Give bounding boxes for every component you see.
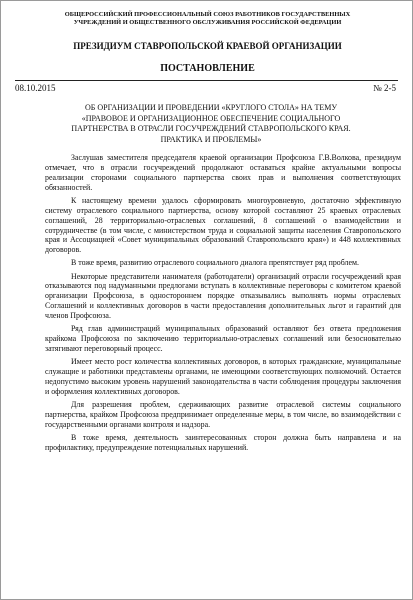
org-line-1: ОБЩЕРОССИЙСКИЙ ПРОФЕССИОНАЛЬНЫЙ СОЮЗ РАБОТНИКОВ ГОСУДАРСТВЕННЫХ xyxy=(64,11,351,18)
subject-line-3: ПАРТНЕРСТВА В ОТРАСЛИ ГОСУЧРЕЖДЕНИЙ СТАВРОПОЛЬСКОГО КРАЯ. xyxy=(71,124,351,134)
body-paragraph-5: Ряд глав администраций муниципальных образований оставляют без ответа предложения крайкома Профсоюза по заключению территориально-отраслевых соглашений или безосновательно затягивают переговорный процесс. xyxy=(45,324,401,354)
body-paragraph-4: Некоторые представители нанимателя (работодатели) организаций отрасли госучреждений края отказываются под надуманными предлогами вступать в коллективные переговоры с комитетом краевой организации Профсоюза, в одностороннем порядке отказывались выполнять нормы отраслевых Соглашений и коллективных договоров в части предоставления дополнительных льгот и гарантий для членов Профсоюза. xyxy=(45,271,401,321)
header-divider xyxy=(15,80,398,81)
body-paragraph-1: Заслушав заместителя председателя краевой организации Профсоюза Г.В.Волкова, президиум отмечает, что в отрасли госучреждений продолжают оставаться крайне актуальными вопросы реализации сторонами социального партнерства своих прав и выполнения соответствующих обязанностей. xyxy=(45,153,401,192)
document-body xyxy=(45,153,401,456)
body-paragraph-8: В тоже время, деятельность заинтересованных сторон должна быть направлена и на профилактику, предупреждение потенциальных нарушений. xyxy=(45,432,401,452)
subject-line-2: «ПРАВОВОЕ И ОРГАНИЗАЦИОННОЕ ОБЕСПЕЧЕНИЕ СОЦИАЛЬНОГО xyxy=(81,113,341,123)
document-date: 08.10.2015 xyxy=(15,83,56,93)
presidium-title: ПРЕЗИДИУМ СТАВРОПОЛЬСКОЙ КРАЕВОЙ ОРГАНИЗАЦИИ xyxy=(73,41,342,51)
body-paragraph-6: Имеет место рост количества коллективных договоров, в которых гражданские, муниципальные служащие и работники представлены органами, не имеющими соответствующих полномочий. Остается недопустимо высоким уровень нарушений законодательства в части соблюдения процедуры заключения и оформления коллективных договоров. xyxy=(45,357,401,396)
subject-line-1: ОБ ОРГАНИЗАЦИИ И ПРОВЕДЕНИИ «КРУГЛОГО СТОЛА» НА ТЕМУ xyxy=(84,103,338,112)
org-line-2: УЧРЕЖДЕНИЙ И ОБЩЕСТВЕННОГО ОБСЛУЖИВАНИЯ РОССИЙСКОЙ ФЕДЕРАЦИИ xyxy=(73,19,342,26)
organization-name xyxy=(41,11,374,27)
subject-line-4: ПРАКТИКА И ПРОБЛЕМЫ» xyxy=(160,134,262,144)
body-paragraph-7: Для разрешения проблем, сдерживающих развитие отраслевой системы социального партнерства, крайком Профсоюза предпринимает определенные меры, в том числе, во взаимодействии с государственными органами контроля и надзора. xyxy=(45,399,401,429)
body-paragraph-2: К настоящему времени удалось сформировать многоуровневую, достаточно эффективную систему отраслевого социального партнерства, основу которой составляют 25 краевых отраслевых соглашений, 28 территориально-отраслевых соглашений, 8 соглашений о взаимодействии и сотрудничестве (в том числе, с министерством труда и социальной защиты населения Ставропольского края и Ассоциацией «Совет муниципальных образований Ставропольского края») и 448 коллективных договоров. xyxy=(45,195,401,255)
document-number: № 2-5 xyxy=(373,83,396,93)
document-subject xyxy=(41,103,381,145)
document-type: ПОСТАНОВЛЕНИЕ xyxy=(160,63,255,74)
body-paragraph-3: В тоже время, развитию отраслевого социального диалога препятствует ряд проблем. xyxy=(71,258,359,268)
